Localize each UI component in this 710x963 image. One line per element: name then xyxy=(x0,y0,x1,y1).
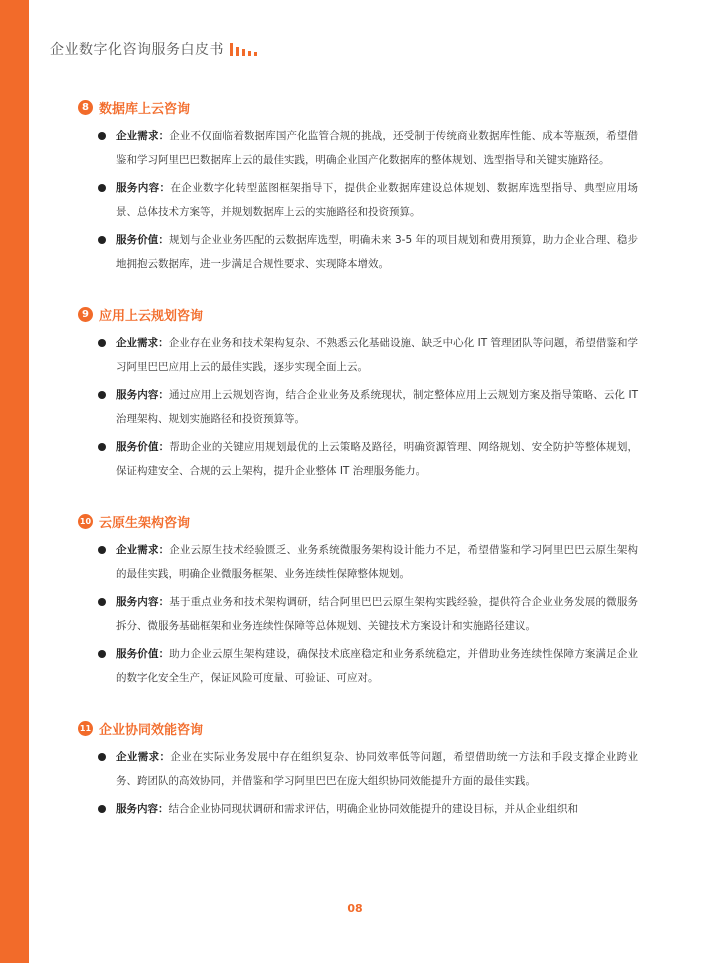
item-label: 服务价值： xyxy=(116,441,170,453)
item-text: 在企业数字化转型蓝图框架指导下，提供企业数据库建设总体规划、数据库选型指导、典型应用场景、总体技术方案等，并规划数据库上云的实施路径和投资预算。 xyxy=(116,182,639,218)
bullet-icon xyxy=(98,650,106,658)
page-header xyxy=(50,38,260,60)
bullet-icon xyxy=(98,753,106,761)
item-text: 企业在实际业务发展中存在组织复杂、协同效率低等问题，希望借助统一方法和手段支撑企业跨业务、跨团队的高效协同，并借鉴和学习阿里巴巴在庞大组织协同效能提升方面的最佳实践。 xyxy=(116,751,639,787)
section-title: 数据库上云咨询 xyxy=(99,101,191,117)
item-label: 服务内容： xyxy=(116,182,171,194)
item-label: 服务内容： xyxy=(116,596,170,608)
header-title: 企业数字化咨询服务白皮书 xyxy=(50,42,224,58)
section-number-badge: 8 xyxy=(78,100,93,115)
item-text: 通过应用上云规划咨询，结合企业业务及系统现状，制定整体应用上云规划方案及指导策略、云化 IT 治理架构、规划实施路径和投资预算等。 xyxy=(116,389,638,425)
bullet-icon xyxy=(98,184,106,192)
section-number-badge: 11 xyxy=(78,721,93,736)
section-heading xyxy=(78,510,638,532)
list-item xyxy=(78,797,638,821)
bullet-icon xyxy=(98,132,106,140)
item-text: 基于重点业务和技术架构调研，结合阿里巴巴云原生架构实践经验，提供符合企业业务发展的微服务拆分、微服务基础框架和业务连续性保障等总体规划、关键技术方案设计和实施路径建议。 xyxy=(116,596,638,632)
section-heading xyxy=(78,96,638,118)
bullet-icon xyxy=(98,443,106,451)
section-title: 云原生架构咨询 xyxy=(99,515,191,531)
list-item xyxy=(78,383,638,431)
main-content xyxy=(78,96,638,848)
list-item xyxy=(78,176,638,224)
item-label: 服务内容： xyxy=(116,389,170,401)
list-item xyxy=(78,642,638,690)
list-item xyxy=(78,331,638,379)
section-number-badge: 9 xyxy=(78,307,93,322)
left-accent-bar xyxy=(0,0,29,963)
item-text: 企业云原生技术经验匮乏、业务系统微服务架构设计能力不足，希望借鉴和学习阿里巴巴云原生架构的最佳实践，明确企业微服务框架、业务连续性保障整体规划。 xyxy=(116,544,638,580)
list-item xyxy=(78,538,638,586)
item-label: 服务内容： xyxy=(116,803,169,815)
list-item xyxy=(78,745,638,793)
item-label: 企业需求： xyxy=(116,337,169,349)
item-label: 服务价值： xyxy=(116,648,170,660)
item-text: 帮助企业的关键应用规划最优的上云策略及路径，明确资源管理、网络规划、安全防护等整体规划，保证构建安全、合规的云上架构，提升企业整体 IT 治理服务能力。 xyxy=(116,441,638,477)
bullet-icon xyxy=(98,236,106,244)
list-item xyxy=(78,590,638,638)
item-label: 服务价值： xyxy=(116,234,169,246)
item-label: 企业需求： xyxy=(116,544,170,556)
list-item xyxy=(78,435,638,483)
list-item xyxy=(78,124,638,172)
section xyxy=(78,96,638,276)
item-text: 结合企业协同现状调研和需求评估，明确企业协同效能提升的建设目标，并从企业组织和 xyxy=(168,803,578,815)
section-heading xyxy=(78,303,638,325)
section-title: 应用上云规划咨询 xyxy=(99,308,204,324)
section-number-badge: 10 xyxy=(78,514,93,529)
section-title: 企业协同效能咨询 xyxy=(99,722,204,738)
section xyxy=(78,510,638,690)
bar-chart-icon xyxy=(230,42,260,56)
bullet-icon xyxy=(98,391,106,399)
list-item xyxy=(78,228,638,276)
item-text: 助力企业云原生架构建设，确保技术底座稳定和业务系统稳定，并借助业务连续性保障方案满足企业的数字化安全生产，保证风险可度量、可验证、可应对。 xyxy=(116,648,638,684)
item-text: 规划与企业业务匹配的云数据库选型，明确未来 3-5 年的项目规划和费用预算，助力企业合理、稳步地拥抱云数据库，进一步满足合规性要求、实现降本增效。 xyxy=(116,234,639,270)
item-text: 企业不仅面临着数据库国产化监管合规的挑战，还受制于传统商业数据库性能、成本等瓶颈，希望借鉴和学习阿里巴巴数据库上云的最佳实践，明确企业国产化数据库的整体规划、选型指导和关键实施路径。 xyxy=(116,130,638,166)
bullet-icon xyxy=(98,546,106,554)
section xyxy=(78,303,638,483)
bullet-icon xyxy=(98,339,106,347)
page-number: 08 xyxy=(347,902,363,915)
item-label: 企业需求： xyxy=(116,130,170,142)
section xyxy=(78,717,638,821)
item-label: 企业需求： xyxy=(116,751,171,763)
item-text: 企业存在业务和技术架构复杂、不熟悉云化基础设施、缺乏中心化 IT 管理团队等问题，希望借鉴和学习阿里巴巴应用上云的最佳实践，逐步实现全面上云。 xyxy=(116,337,638,373)
bullet-icon xyxy=(98,598,106,606)
section-heading xyxy=(78,717,638,739)
bullet-icon xyxy=(98,805,106,813)
